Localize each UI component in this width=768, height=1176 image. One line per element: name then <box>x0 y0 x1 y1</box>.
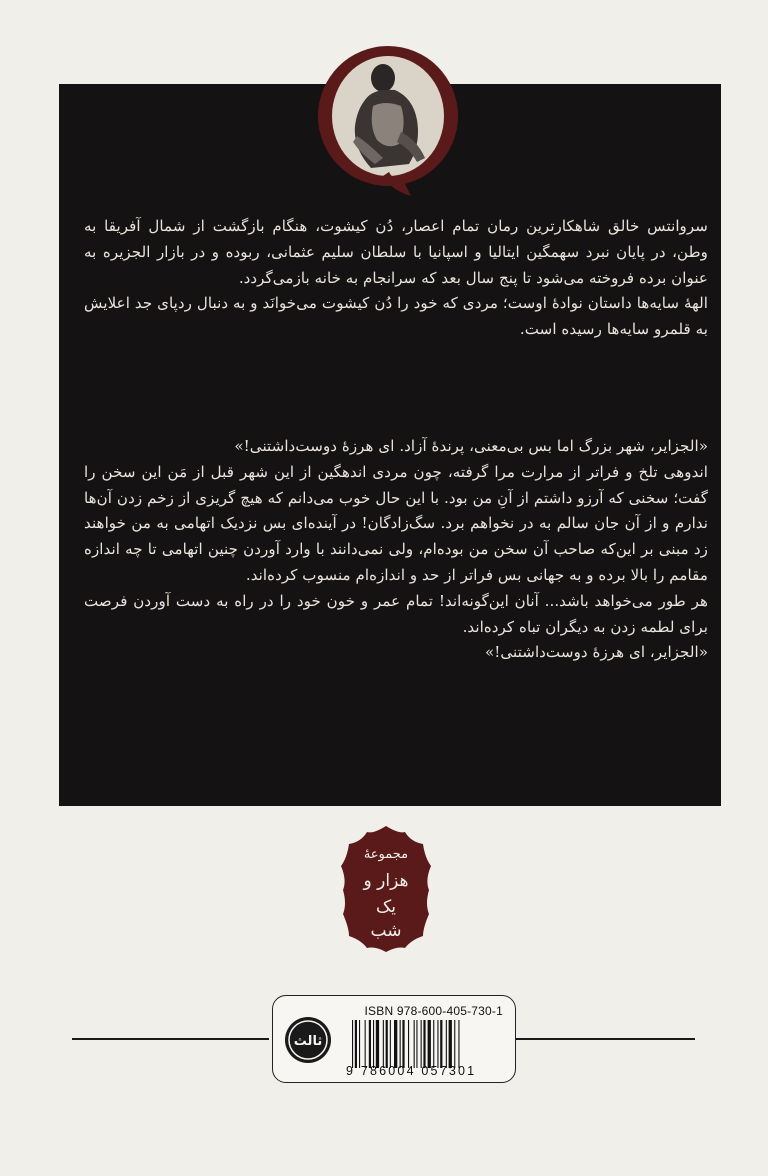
series-name-line: هزار و <box>363 871 409 891</box>
barcode-bar <box>428 1020 431 1068</box>
excerpt-text <box>84 434 708 666</box>
barcode-bar <box>365 1020 366 1068</box>
synopsis-paragraph: الهه‌ٔ سایه‌ها داستان نوادهٔ اوست؛ مردی که خود را دُن کیشوت می‌خوانَد و به دنبال ردپای جد اعلایش به قلمرو سایه‌ها رسیده است. <box>84 294 708 339</box>
barcode-bar <box>394 1020 397 1068</box>
excerpt-paragraph: هر طور می‌خواهد باشد... آنان این‌گونه‌اند! تمام عمر و خون خود را در راه به دست آوردن فرصت برای لطمه زدن به دیگران تباه کرده‌اند. <box>84 591 708 636</box>
series-name-line: مجموعهٔ <box>363 847 409 862</box>
barcode-digits: 9 786004 057301 <box>346 1064 477 1078</box>
barcode-bar <box>408 1020 409 1068</box>
barcode-bar <box>376 1020 379 1068</box>
excerpt-paragraph: «الجزایر، شهر بزرگ اما بس بی‌معنی، پرندهٔ آزاد. ای هرزهٔ دوست‌داشتنی!» <box>234 437 708 455</box>
barcode-bar <box>359 1020 360 1068</box>
isbn-number: ISBN 978-600-405-730-1 <box>364 1004 503 1018</box>
series-badge-logo <box>341 824 431 954</box>
barcode-bar <box>414 1020 415 1068</box>
publisher-logo <box>283 1015 333 1065</box>
barcode-bar <box>355 1020 357 1068</box>
barcode-bar <box>440 1020 442 1068</box>
divider-line <box>72 1038 269 1040</box>
barcode-bar <box>437 1020 438 1068</box>
barcode-icon <box>350 1020 500 1068</box>
barcode-bar <box>400 1020 401 1068</box>
synopsis-paragraph: سروانتس خالق شاهکارترین رمان تمام اعصار، دُن کیشوت، هنگام بازگشت از شمال آفریقا به وطن، در پایان نبرد سهمگین ایتالیا و اسپانیا با سلطان سلیم عثمانی، ربوده و در بازار الجزیره به عنوان برده فروخته می‌شود تا پنج سال بعد که سرانجام به خانه بازمی‌گردد. <box>84 217 708 287</box>
series-name-line: یک <box>376 897 396 917</box>
barcode-bar <box>373 1020 374 1068</box>
series-name-line: شب <box>370 921 402 941</box>
barcode-bar <box>449 1020 452 1068</box>
publisher-name: ثالث <box>293 1034 323 1049</box>
barcode-bar <box>416 1020 417 1068</box>
divider-line <box>515 1038 695 1040</box>
barcode-bar <box>352 1020 353 1068</box>
barcode-bar <box>423 1020 425 1068</box>
barcode-bar <box>390 1020 391 1068</box>
barcode-bar <box>402 1020 404 1068</box>
barcode-bar <box>458 1020 459 1068</box>
barcode-bar <box>369 1020 371 1068</box>
excerpt-paragraph: «الجزایر، ای هرزهٔ دوست‌داشتنی!» <box>485 643 708 662</box>
barcode-bar <box>454 1020 455 1068</box>
barcode-bar <box>433 1020 434 1068</box>
q-medallion-emblem <box>313 40 463 198</box>
excerpt-paragraph: اندوهی تلخ و فراتر از مرارت مرا گرفته، چون مردی اندهگین از این شهر قبل از مَن این سخن را گفت؛ سخنی که آرزو داشتم از آنِ من بود. با این حال خوب می‌دانم که هیچ گریزی از زخم زدن آن‌ها ندارم و از آن جان سالم به در نخواهم برد. سگ‌زادگان! در آینده‌ای بس نزدیک اتهامی به من خواهند زد مبنی بر این‌که صاحب آن سخن من بوده‌ام، ولی نمی‌دانند با وارد آوردن چنین اتهامی تا چه اندازه مقامم را بالا برده و به جهانی بس فراتر از حد و اندازه‌ام منسوب کرده‌اند. <box>84 462 708 584</box>
barcode-bar <box>446 1020 447 1068</box>
barcode-bar <box>421 1020 422 1068</box>
barcode-bar <box>386 1020 388 1068</box>
synopsis-text <box>84 214 708 343</box>
barcode-bar <box>383 1020 384 1068</box>
